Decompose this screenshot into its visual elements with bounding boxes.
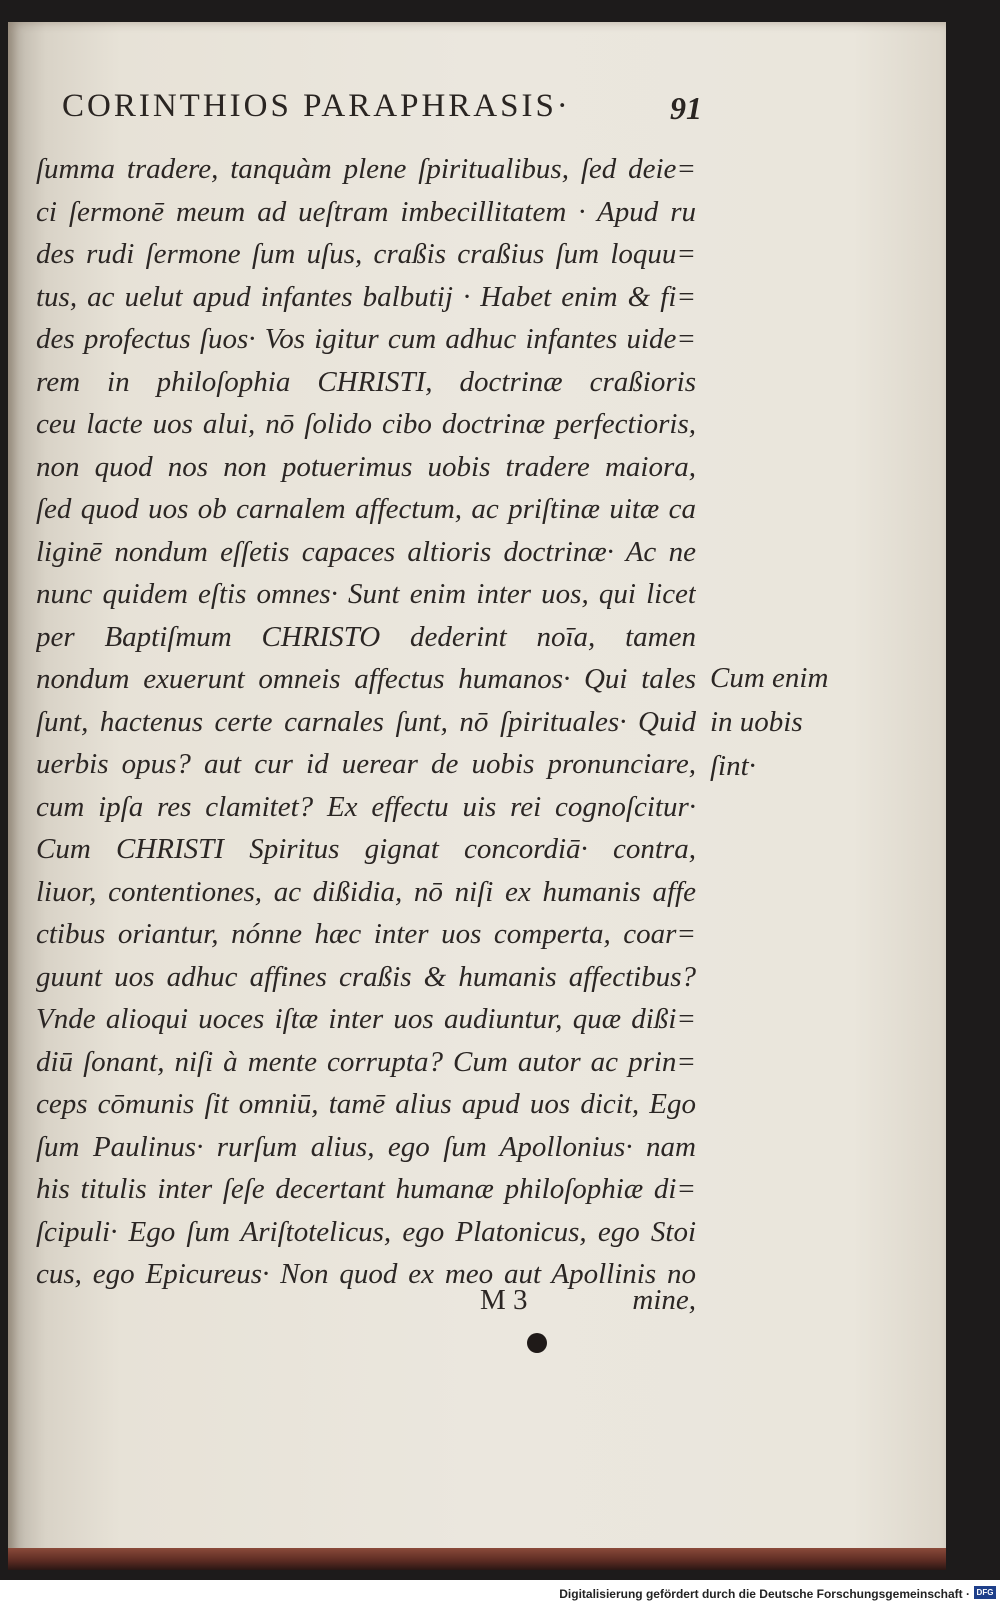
page-bottom-edge [8, 1548, 946, 1570]
main-text-block [36, 148, 696, 1296]
text-line: cus, ego Epicureus· Non quod ex meo aut Apollinis no [36, 1258, 696, 1290]
text-line: liuor, contentiones, ac dißidia, nō niſi ex humanis affe [36, 875, 696, 908]
page-header [62, 88, 702, 128]
footer-bar [0, 1580, 1000, 1611]
catch-line [480, 1284, 696, 1324]
signature-mark: M 3 [480, 1284, 528, 1316]
dfg-logo: DFG [974, 1586, 996, 1599]
text-line: ci ſermonē meum ad ueſtram imbecillitatem · Apud ru [36, 195, 696, 228]
running-head: CORINTHIOS PARAPHRASIS· [62, 88, 571, 124]
text-line: rem in philoſophia CHRISTI, doctrinæ craßioris [36, 365, 696, 398]
text-line: ſed quod uos ob carnalem affectum, ac priſtinæ uitæ ca [36, 493, 696, 525]
text-line: tus, ac uelut apud infantes balbutij · Habet enim & fi= [36, 280, 696, 313]
marginal-note [710, 656, 860, 788]
text-line: des profectus ſuos· Vos igitur cum adhuc infantes uide= [36, 323, 696, 355]
text-line: diū ſonant, niſi à mente corrupta? Cum autor ac prin= [36, 1045, 696, 1078]
text-line: des rudi ſermone ſum uſus, craßis craßius ſum loquu= [36, 238, 696, 270]
page-number: 91 [670, 90, 702, 126]
text-line: liginē nondum eſſetis capaces altioris doctrinæ· Ac ne [36, 535, 696, 568]
text-line: per Baptiſmum CHRISTO dederint noīa, tamen [36, 620, 696, 653]
text-line: ceps cōmunis ſit omniū, tamē alius apud uos dicit, Ego [36, 1088, 696, 1120]
text-line: Vnde alioqui uoces iſtæ inter uos audiuntur, quæ dißi= [36, 1003, 696, 1035]
text-line: nondum exuerunt omneis affectus humanos· Qui tales [36, 663, 696, 695]
ink-dot [527, 1333, 547, 1353]
marginal-line: Cum enim [710, 662, 829, 694]
text-line: non quod nos non potuerimus uobis tradere maiora, [36, 450, 696, 483]
text-line: ſum Paulinus· rurſum alius, ego ſum Apollonius· nam [36, 1130, 696, 1163]
text-line: uerbis opus? aut cur id uerear de uobis pronunciare, [36, 748, 696, 780]
text-line: ctibus oriantur, nónne hæc inter uos comperta, coar= [36, 918, 696, 950]
text-line: ſcipuli· Ego ſum Ariſtotelicus, ego Platonicus, ego Stoi [36, 1215, 696, 1248]
text-line: ſunt, hactenus certe carnales ſunt, nō ſpirituales· Quid [36, 705, 696, 738]
marginal-line: in uobis [710, 706, 803, 738]
funding-credit: Digitalisierung gefördert durch die Deutsche Forschungsgemeinschaft · [559, 1587, 970, 1601]
text-line: ſumma tradere, tanquàm plene ſpiritualibus, ſed deie= [36, 153, 696, 185]
text-line: ceu lacte uos alui, nō ſolido cibo doctrinæ perfectioris, [36, 408, 696, 440]
text-line: cum ipſa res clamitet? Ex effectu uis rei cognoſcitur· [36, 790, 696, 823]
text-line: his titulis inter ſeſe decertant humanæ philoſophiæ di= [36, 1173, 696, 1205]
marginal-line: ſint· [710, 750, 756, 782]
text-line: nunc quidem eſtis omnes· Sunt enim inter uos, qui licet [36, 578, 696, 610]
catchword: mine, [632, 1284, 696, 1316]
text-line: guunt uos adhuc affines craßis & humanis affectibus? [36, 960, 696, 993]
text-line: Cum CHRISTI Spiritus gignat concordiā· contra, [36, 833, 696, 865]
